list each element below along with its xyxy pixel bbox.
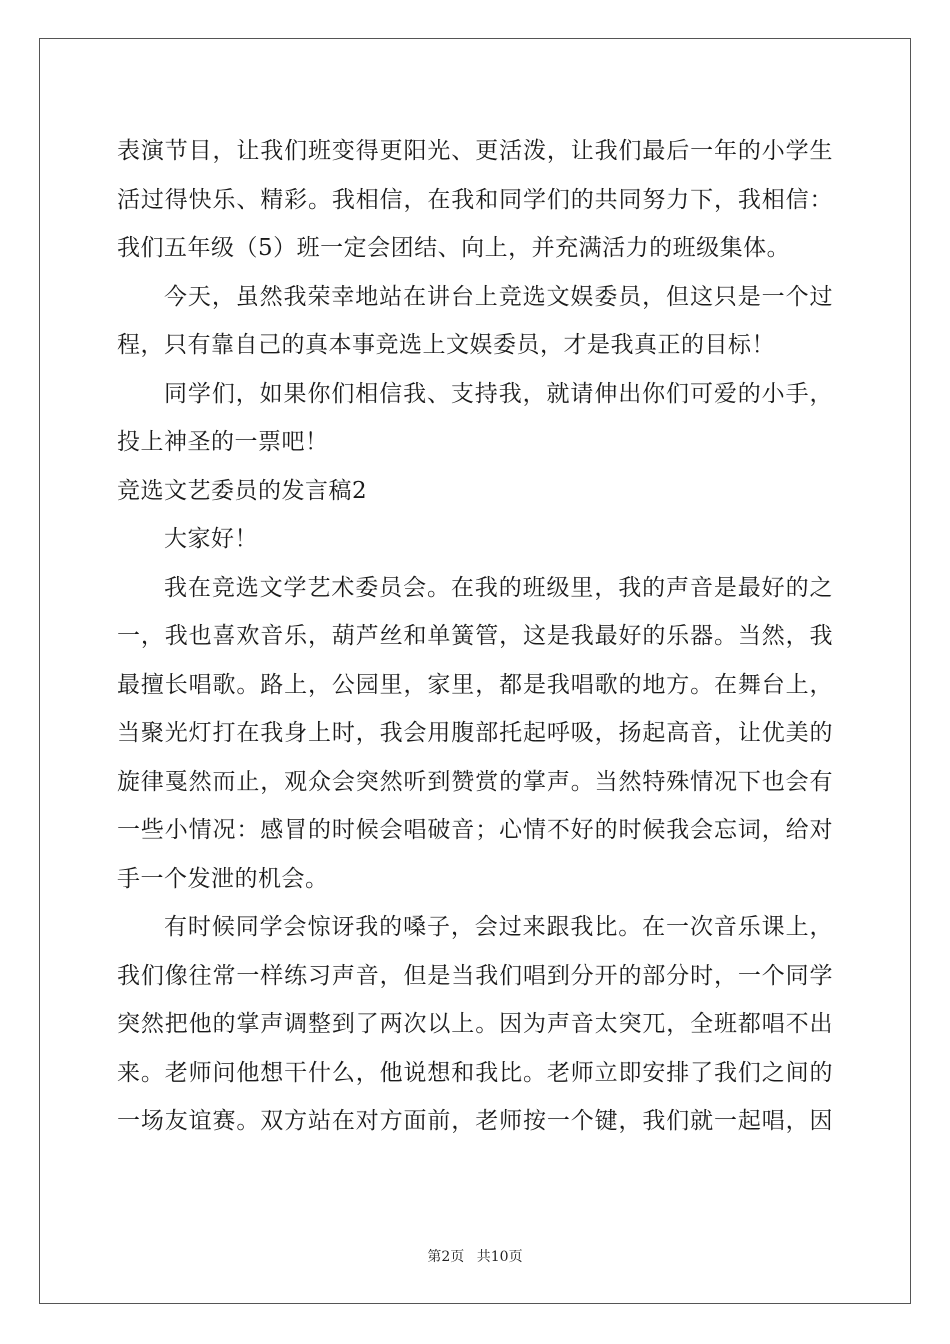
- text-line: 我在竞选文学艺术委员会。在我的班级里，我的声音是最好的之: [164, 574, 833, 601]
- text-line: 手一个发泄的机会。: [117, 865, 329, 892]
- document-body: [117, 130, 833, 1149]
- text-line: 有时候同学会惊讶我的嗓子，会过来跟我比。在一次音乐课上，: [164, 914, 833, 940]
- text-line: 一，我也喜欢音乐，葫芦丝和单簧管，这是我最好的乐器。当然，我: [117, 623, 833, 649]
- text-line: 今天，虽然我荣幸地站在讲台上竞选文娱委员，但这只是一个过: [164, 283, 833, 310]
- text-line: 投上神圣的一票吧！: [117, 429, 329, 455]
- text-line: 旋律戛然而止，观众会突然听到赞赏的掌声。当然特殊情况下也会有: [117, 768, 833, 795]
- page-number: 第2页: [427, 1249, 465, 1265]
- text-line: 我们五年级（5）班一定会团结、向上，并充满活力的班级集体。: [117, 235, 791, 261]
- text-line: 我们像往常一样练习声音，但是当我们唱到分开的部分时，一个同学: [117, 962, 833, 989]
- page-total: 共10页: [476, 1249, 523, 1265]
- text-line: 表演节目，让我们班变得更阳光、更活泼，让我们最后一年的小学生: [117, 138, 833, 164]
- text-line: 活过得快乐、精彩。我相信，在我和同学们的共同努力下，我相信：: [117, 186, 833, 213]
- text-line: 程，只有靠自己的真本事竞选上文娱委员，才是我真正的目标！: [117, 332, 775, 358]
- page-footer: [0, 1246, 950, 1266]
- text-line: 最擅长唱歌。路上，公园里，家里，都是我唱歌的地方。在舞台上，: [117, 671, 833, 698]
- text-line: 突然把他的掌声调整到了两次以上。因为声音太突兀，全班都唱不出: [117, 1011, 833, 1037]
- greeting-line: 大家好！: [164, 526, 258, 552]
- section-heading: 竞选文艺委员的发言稿2: [117, 477, 368, 504]
- text-line: 当聚光灯打在我身上时，我会用腹部托起呼吸，扬起高音，让优美的: [117, 720, 833, 746]
- text-line: 来。老师问他想干什么，他说想和我比。老师立即安排了我们之间的: [117, 1059, 833, 1086]
- text-line: 一场友谊赛。双方站在对方面前，老师按一个键，我们就一起唱，因: [117, 1108, 833, 1134]
- text-line: 一些小情况：感冒的时候会唱破音；心情不好的时候我会忘词，给对: [117, 817, 833, 843]
- text-line: 同学们，如果你们相信我、支持我，就请伸出你们可爱的小手，: [164, 380, 833, 407]
